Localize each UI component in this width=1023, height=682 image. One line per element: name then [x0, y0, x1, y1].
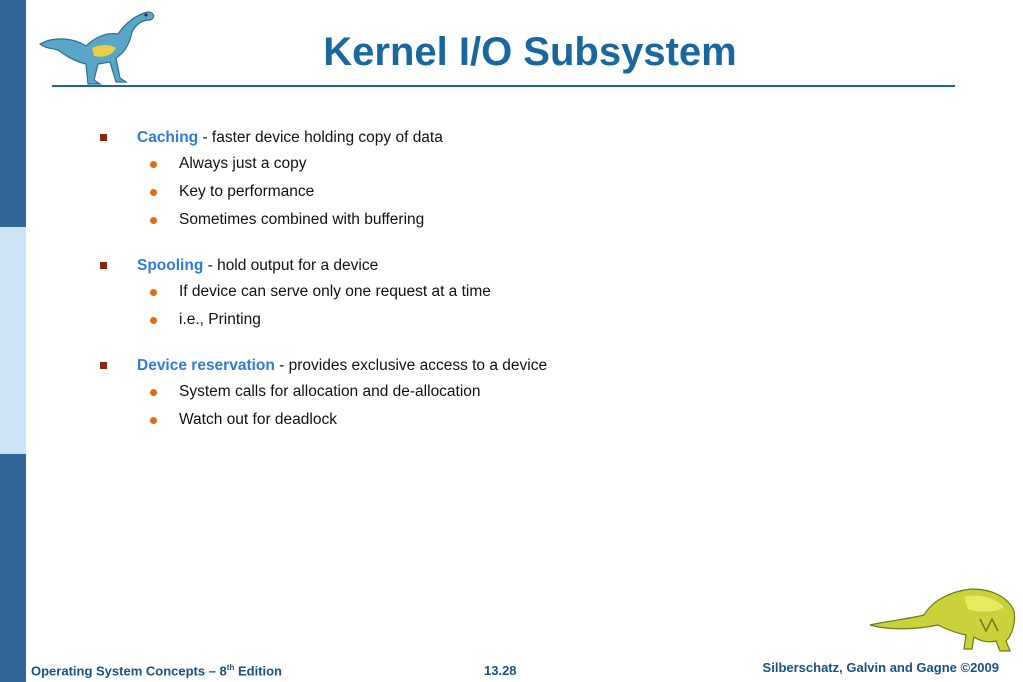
square-bullet-icon	[100, 262, 107, 269]
sub-bullet-text: Always just a copy	[179, 155, 307, 172]
round-bullet-icon	[150, 217, 157, 224]
desc-device-reservation: - provides exclusive access to a device	[274, 357, 548, 374]
sub-bullet-text: Sometimes combined with buffering	[179, 211, 425, 228]
side-accent-highlight	[0, 227, 26, 454]
round-bullet-icon	[150, 189, 157, 196]
desc-caching: - faster device holding copy of data	[198, 129, 443, 146]
bullet-spooling	[100, 254, 980, 278]
round-bullet-icon	[150, 317, 157, 324]
sub-bullet	[100, 306, 980, 334]
sub-bullet-text: System calls for allocation and de-allocation	[179, 383, 481, 400]
bullet-caching	[100, 126, 980, 150]
bullet-device-reservation	[100, 354, 980, 378]
slide-content	[100, 126, 980, 434]
sub-bullet	[100, 206, 980, 234]
sub-bullet-text: i.e., Printing	[179, 311, 261, 328]
round-bullet-icon	[150, 161, 157, 168]
term-device-reservation: Device reservation	[137, 357, 275, 374]
sub-bullet-text: Watch out for deadlock	[179, 411, 337, 428]
sub-bullet	[100, 150, 980, 178]
round-bullet-icon	[150, 289, 157, 296]
sub-bullet-text: Key to performance	[179, 183, 315, 200]
sub-bullet	[100, 278, 980, 306]
round-bullet-icon	[150, 417, 157, 424]
sub-bullet	[100, 406, 980, 434]
footer-page-number: 13.28	[484, 663, 517, 678]
footer-authors: Silberschatz, Galvin and Gagne ©2009	[762, 660, 999, 675]
term-spooling: Spooling	[137, 257, 204, 274]
round-bullet-icon	[150, 389, 157, 396]
sub-bullet	[100, 378, 980, 406]
square-bullet-icon	[100, 134, 107, 141]
sub-bullet	[100, 178, 980, 206]
square-bullet-icon	[100, 362, 107, 369]
slide-title: Kernel I/O Subsystem	[323, 30, 737, 74]
sub-bullet-text: If device can serve only one request at a time	[179, 283, 491, 300]
term-caching: Caching	[137, 129, 199, 146]
title-underline	[52, 85, 955, 87]
desc-spooling: - hold output for a device	[203, 257, 379, 274]
dinosaur-logo-icon	[868, 583, 1018, 655]
footer-book-title: Operating System Concepts – 8th Edition	[31, 663, 283, 679]
